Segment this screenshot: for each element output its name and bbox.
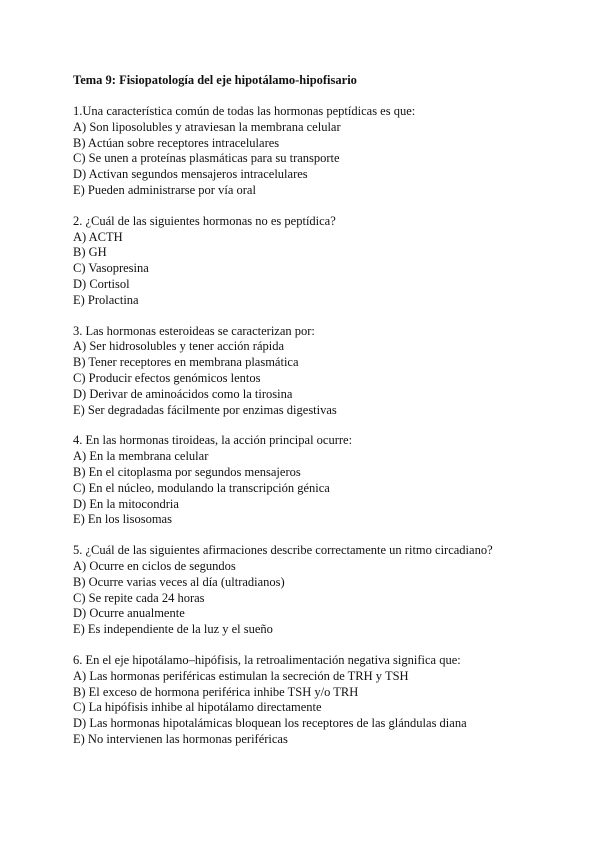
option-e: E) Pueden administrarse por vía oral [73, 182, 256, 197]
option-b: B) En el citoplasma por segundos mensajeros [73, 464, 301, 479]
page-title: Tema 9: Fisiopatología del eje hipotálamo-hipofisario [73, 73, 357, 87]
question-text: 2. ¿Cuál de las siguientes hormonas no es peptídica? [73, 213, 336, 228]
option-d: D) Activan segundos mensajeros intracelulares [73, 167, 308, 182]
question-3 [73, 324, 573, 419]
question-text: 4. En las hormonas tiroideas, la acción principal ocurre: [73, 433, 353, 448]
option-d: D) Ocurre anualmente [73, 606, 185, 621]
option-c: C) Producir efectos genómicos lentos [73, 370, 261, 385]
question-text: 1.Una característica común de todas las hormonas peptídicas es que: [73, 104, 416, 118]
question-1 [73, 104, 573, 199]
option-b: B) Tener receptores en membrana plasmática [73, 355, 299, 370]
document-page [73, 72, 573, 763]
question-5 [73, 543, 573, 638]
option-c: C) Vasopresina [73, 261, 149, 276]
option-d: D) Cortisol [73, 276, 130, 291]
option-d: D) Las hormonas hipotalámicas bloquean los receptores de las glándulas diana [73, 716, 467, 731]
option-e: E) No intervienen las hormonas periféricas [73, 731, 288, 746]
option-a: A) Son liposolubles y atraviesan la membrana celular [73, 119, 341, 134]
option-d: D) En la mitocondria [73, 496, 179, 511]
question-text: 6. En el eje hipotálamo–hipófisis, la retroalimentación negativa significa que: [73, 652, 461, 667]
option-a: A) En la membrana celular [73, 449, 209, 464]
option-a: A) Ser hidrosolubles y tener acción rápida [73, 339, 285, 354]
option-e: E) Es independiente de la luz y el sueño [73, 622, 273, 637]
option-b: B) Ocurre varias veces al día (ultradianos) [73, 574, 285, 589]
question-text: 5. ¿Cuál de las siguientes afirmaciones describe correctamente un ritmo circadiano? [73, 543, 493, 558]
option-d: D) Derivar de aminoácidos como la tirosina [73, 386, 293, 401]
option-c: C) Se unen a proteínas plasmáticas para su transporte [73, 151, 340, 166]
option-a: A) Ocurre en ciclos de segundos [73, 558, 236, 573]
option-c: C) La hipófisis inhibe al hipotálamo directamente [73, 700, 322, 715]
option-c: C) En el núcleo, modulando la transcripción génica [73, 480, 330, 495]
option-e: E) En los lisosomas [73, 512, 172, 527]
option-b: B) El exceso de hormona periférica inhibe TSH y/o TRH [73, 684, 359, 699]
question-2 [73, 214, 573, 309]
question-text: 3. Las hormonas esteroideas se caracterizan por: [73, 323, 315, 338]
question-4 [73, 433, 573, 528]
option-e: E) Ser degradadas fácilmente por enzimas digestivas [73, 402, 337, 417]
option-a: A) Las hormonas periféricas estimulan la secreción de TRH y TSH [73, 668, 409, 683]
question-6 [73, 653, 573, 748]
option-e: E) Prolactina [73, 292, 139, 307]
option-c: C) Se repite cada 24 horas [73, 590, 205, 605]
option-b: B) GH [73, 245, 107, 260]
option-b: B) Actúan sobre receptores intracelulares [73, 135, 280, 150]
option-a: A) ACTH [73, 229, 123, 244]
